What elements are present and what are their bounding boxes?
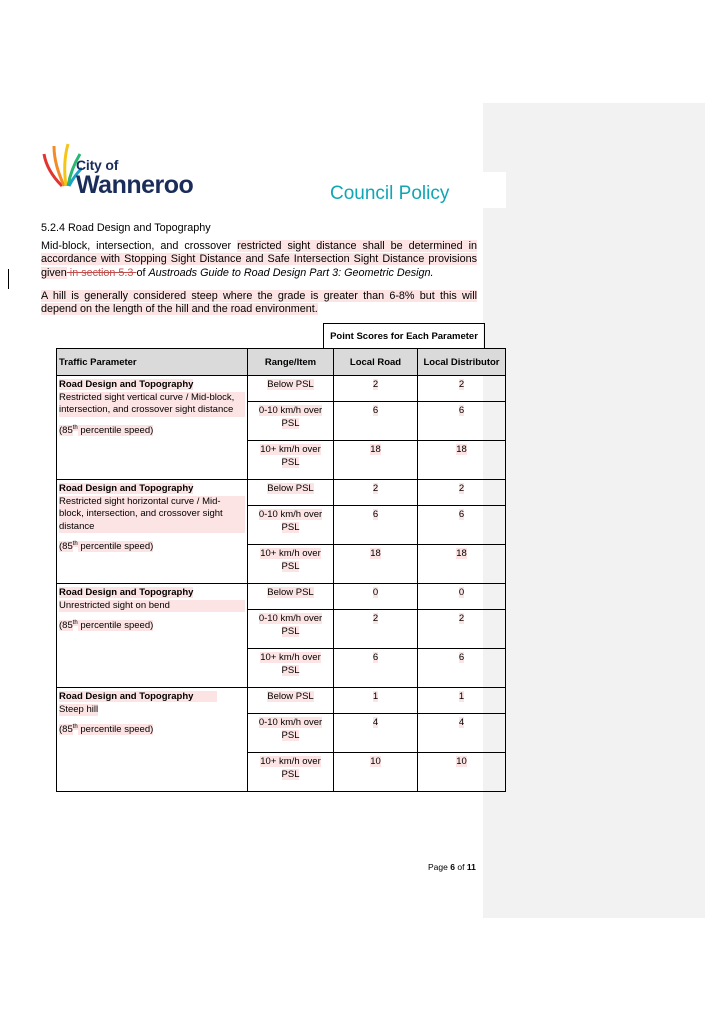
range-cell: Below PSL xyxy=(248,376,334,402)
local-road-score: 18 xyxy=(334,441,418,480)
para2-inserted-text: A hill is generally considered steep where the grade is greater than 6-8% but this will depend on the length of the hill and the road environment. xyxy=(41,290,477,316)
local-road-score: 2 xyxy=(334,610,418,649)
page-of-label: of xyxy=(457,862,465,872)
para1-text-c: of xyxy=(136,266,149,279)
local-distributor-score: 4 xyxy=(418,714,506,753)
range-cell: 0-10 km/h over PSL xyxy=(248,610,334,649)
parameter-title: Road Design and Topography xyxy=(59,483,194,494)
col-header-local-road: Local Road xyxy=(334,349,418,376)
tracked-change-bar xyxy=(8,269,9,289)
paragraph-sight-distance xyxy=(41,240,477,280)
col-header-local-distributor: Local Distributor xyxy=(418,349,506,376)
table-row xyxy=(57,376,506,402)
local-road-score: 2 xyxy=(334,376,418,402)
parameter-description: Restricted sight vertical curve / Mid-block, intersection, and crossover sight distance xyxy=(59,392,245,417)
parameter-description: Restricted sight horizontal curve / Mid-block, intersection, and crossover sight distance xyxy=(59,496,245,534)
parameter-description: Unrestricted sight on bend xyxy=(59,600,245,613)
local-road-score: 18 xyxy=(334,545,418,584)
page-number-footer xyxy=(428,862,476,872)
local-distributor-score: 6 xyxy=(418,402,506,441)
local-road-score: 2 xyxy=(334,480,418,506)
local-road-score: 1 xyxy=(334,688,418,714)
local-distributor-score: 0 xyxy=(418,584,506,610)
para1-reference: Austroads Guide to Road Design Part 3: Geometric Design. xyxy=(148,266,434,279)
table-row xyxy=(57,584,506,610)
local-distributor-score: 2 xyxy=(418,610,506,649)
range-cell: 10+ km/h over PSL xyxy=(248,545,334,584)
local-distributor-score: 18 xyxy=(418,441,506,480)
para1-inserted-text: restricted sight distance shall be determined in accordance with Stopping Sight Distance and Safe Intersection Sight Distance provisions given xyxy=(41,240,477,279)
local-road-score: 6 xyxy=(334,402,418,441)
parameter-cell xyxy=(57,376,248,480)
para1-text-a: Mid-block, intersection, and crossover xyxy=(41,240,238,252)
parameter-cell xyxy=(57,480,248,584)
local-road-score: 0 xyxy=(334,584,418,610)
point-scores-group-header: Point Scores for Each Parameter xyxy=(323,323,485,349)
local-road-score: 6 xyxy=(334,506,418,545)
table-row xyxy=(57,480,506,506)
parameter-speed-note: (85th percentile speed) xyxy=(59,541,154,553)
para1-deleted-text: in section 5.3 xyxy=(66,266,137,279)
parameter-speed-note: (85th percentile speed) xyxy=(59,424,154,436)
range-cell: 0-10 km/h over PSL xyxy=(248,402,334,441)
col-header-range-item: Range/Item xyxy=(248,349,334,376)
local-distributor-score: 10 xyxy=(418,753,506,792)
parameter-speed-note: (85th percentile speed) xyxy=(59,724,154,736)
logo-wanneroo-text: Wanneroo xyxy=(76,171,194,199)
page-label: Page xyxy=(428,862,448,872)
range-cell: Below PSL xyxy=(248,688,334,714)
traffic-parameter-table xyxy=(56,348,506,792)
policy-title: Council Policy xyxy=(330,183,450,204)
range-cell: 0-10 km/h over PSL xyxy=(248,506,334,545)
range-cell: 10+ km/h over PSL xyxy=(248,753,334,792)
page-total: 11 xyxy=(466,862,476,872)
local-distributor-score: 18 xyxy=(418,545,506,584)
local-distributor-score: 6 xyxy=(418,506,506,545)
range-cell: Below PSL xyxy=(248,584,334,610)
comment-pane xyxy=(483,103,705,918)
paragraph-steep-hill xyxy=(41,290,477,317)
parameter-title: Road Design and Topography xyxy=(59,379,194,390)
range-cell: 10+ km/h over PSL xyxy=(248,441,334,480)
parameter-title: Road Design and Topography xyxy=(59,587,194,598)
table-row xyxy=(57,688,506,714)
parameter-description: Steep hill xyxy=(59,703,99,715)
col-header-traffic-parameter: Traffic Parameter xyxy=(57,349,248,376)
local-distributor-score: 2 xyxy=(418,376,506,402)
section-heading: 5.2.4 Road Design and Topography xyxy=(41,222,211,234)
range-cell: 0-10 km/h over PSL xyxy=(248,714,334,753)
parameter-speed-note: (85th percentile speed) xyxy=(59,620,154,632)
local-distributor-score: 2 xyxy=(418,480,506,506)
local-road-score: 6 xyxy=(334,649,418,688)
local-road-score: 4 xyxy=(334,714,418,753)
table-header-row xyxy=(57,349,506,376)
parameter-cell xyxy=(57,688,248,792)
logo-city-text: City of xyxy=(76,157,119,173)
parameter-cell xyxy=(57,584,248,688)
parameter-title: Road Design and Topography xyxy=(59,691,217,702)
local-distributor-score: 1 xyxy=(418,688,506,714)
range-cell: Below PSL xyxy=(248,480,334,506)
local-distributor-score: 6 xyxy=(418,649,506,688)
local-road-score: 10 xyxy=(334,753,418,792)
range-cell: 10+ km/h over PSL xyxy=(248,649,334,688)
page-current: 6 xyxy=(450,862,455,872)
city-of-wanneroo-logo xyxy=(42,140,217,202)
